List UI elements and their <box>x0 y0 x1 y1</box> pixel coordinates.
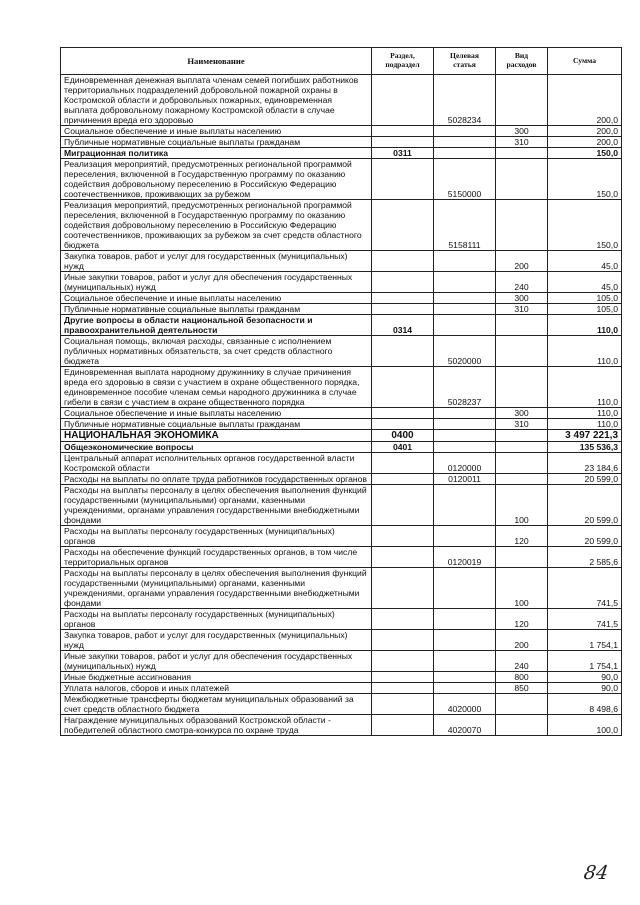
cell-vid <box>496 75 548 126</box>
cell-section <box>372 159 434 200</box>
cell-target <box>434 485 496 526</box>
table-row <box>61 630 622 651</box>
cell-vid <box>496 474 548 485</box>
cell-target <box>434 526 496 547</box>
table-row <box>61 715 622 736</box>
cell-section <box>372 547 434 568</box>
cell-name: Награждение муниципальных образований Костромской области - победителей областного смотра-конкурса по охране труда <box>61 715 372 736</box>
table-row <box>61 304 622 315</box>
cell-target: 0120019 <box>434 547 496 568</box>
cell-sum: 20 599,0 <box>548 485 622 526</box>
cell-sum: 3 497 221,3 <box>548 430 622 442</box>
cell-vid: 310 <box>496 304 548 315</box>
cell-section <box>372 683 434 694</box>
table-row <box>61 126 622 137</box>
table-row <box>61 419 622 430</box>
cell-name: Социальное обеспечение и иные выплаты населению <box>61 408 372 419</box>
table-row <box>61 336 622 367</box>
cell-name: Публичные нормативные социальные выплаты гражданам <box>61 137 372 148</box>
cell-vid: 100 <box>496 485 548 526</box>
cell-section: 0400 <box>372 430 434 442</box>
table-row <box>61 408 622 419</box>
cell-vid <box>496 453 548 474</box>
cell-section <box>372 485 434 526</box>
cell-name: Другие вопросы в области национальной безопасности и правоохранительной деятельности <box>61 315 372 336</box>
cell-section <box>372 715 434 736</box>
cell-name: Уплата налогов, сборов и иных платежей <box>61 683 372 694</box>
cell-sum: 8 498,6 <box>548 694 622 715</box>
cell-target: 5028234 <box>434 75 496 126</box>
cell-target <box>434 251 496 272</box>
header-target-line1: Целевая <box>450 51 479 61</box>
cell-vid: 100 <box>496 568 548 609</box>
budget-table-sheet <box>60 47 621 736</box>
table-row <box>61 430 622 442</box>
cell-vid: 200 <box>496 251 548 272</box>
cell-vid: 200 <box>496 630 548 651</box>
cell-vid: 300 <box>496 408 548 419</box>
cell-section: 0401 <box>372 442 434 453</box>
table-row <box>61 293 622 304</box>
cell-section <box>372 474 434 485</box>
cell-target <box>434 419 496 430</box>
cell-target <box>434 568 496 609</box>
header-vid-line2: расходов <box>506 60 537 69</box>
cell-sum: 105,0 <box>548 293 622 304</box>
cell-section <box>372 526 434 547</box>
header-sum: Сумма <box>548 48 622 75</box>
table-row <box>61 251 622 272</box>
cell-sum: 200,0 <box>548 126 622 137</box>
cell-name: Реализация мероприятий, предусмотренных региональной программой переселения, включенной в Государственную программу по оказанию содействия добровольному переселению в Российскую Федерацию соотечественников, проживающих за рубежом за счет средств областного бюджета <box>61 200 372 251</box>
header-section-line2: подраздел <box>385 60 420 69</box>
cell-sum: 110,0 <box>548 419 622 430</box>
cell-vid: 300 <box>496 293 548 304</box>
cell-target: 5150000 <box>434 159 496 200</box>
header-name: Наименование <box>61 48 372 75</box>
cell-name: Социальное обеспечение и иные выплаты населению <box>61 293 372 304</box>
header-target <box>434 48 496 75</box>
cell-vid <box>496 159 548 200</box>
table-row <box>61 453 622 474</box>
cell-sum: 45,0 <box>548 272 622 293</box>
cell-target: 5158111 <box>434 200 496 251</box>
table-row <box>61 367 622 408</box>
table-row <box>61 474 622 485</box>
cell-target <box>434 137 496 148</box>
cell-section <box>372 630 434 651</box>
cell-name: Расходы на выплаты персоналу в целях обеспечения выполнения функций государственными (муниципальными) органами, казенными учреждениями, органами управления государственными внебюджетными фондами <box>61 485 372 526</box>
cell-section <box>372 609 434 630</box>
cell-section: 0311 <box>372 148 434 159</box>
cell-section <box>372 251 434 272</box>
cell-vid: 310 <box>496 419 548 430</box>
table-row <box>61 75 622 126</box>
cell-section <box>372 137 434 148</box>
cell-target: 0120000 <box>434 453 496 474</box>
budget-table <box>60 47 622 736</box>
cell-name: НАЦИОНАЛЬНАЯ ЭКОНОМИКА <box>61 430 372 442</box>
cell-name: Закупка товаров, работ и услуг для государственных (муниципальных) нужд <box>61 630 372 651</box>
cell-name: Миграционная политика <box>61 148 372 159</box>
header-vid <box>496 48 548 75</box>
cell-target <box>434 148 496 159</box>
cell-sum: 20 599,0 <box>548 474 622 485</box>
table-row <box>61 272 622 293</box>
cell-sum: 200,0 <box>548 75 622 126</box>
cell-section <box>372 336 434 367</box>
cell-name: Публичные нормативные социальные выплаты гражданам <box>61 304 372 315</box>
page-number: 84 <box>582 862 610 884</box>
table-row <box>61 442 622 453</box>
header-section-line1: Раздел, <box>390 51 415 61</box>
cell-target: 0120011 <box>434 474 496 485</box>
cell-name: Публичные нормативные социальные выплаты гражданам <box>61 419 372 430</box>
cell-sum: 110,0 <box>548 315 622 336</box>
cell-sum: 2 585,6 <box>548 547 622 568</box>
table-row <box>61 568 622 609</box>
cell-sum: 100,0 <box>548 715 622 736</box>
table-row <box>61 547 622 568</box>
cell-sum: 110,0 <box>548 408 622 419</box>
cell-sum: 150,0 <box>548 148 622 159</box>
cell-name: Центральный аппарат исполнительных органов государственной власти Костромской области <box>61 453 372 474</box>
cell-name: Закупка товаров, работ и услуг для государственных (муниципальных) нужд <box>61 251 372 272</box>
table-row <box>61 651 622 672</box>
cell-sum: 105,0 <box>548 304 622 315</box>
cell-target <box>434 430 496 442</box>
table-row <box>61 159 622 200</box>
cell-vid <box>496 430 548 442</box>
cell-name: Расходы на выплаты персоналу государственных (муниципальных) органов <box>61 609 372 630</box>
cell-sum: 150,0 <box>548 159 622 200</box>
cell-section <box>372 272 434 293</box>
table-row <box>61 609 622 630</box>
cell-vid <box>496 442 548 453</box>
cell-sum: 90,0 <box>548 683 622 694</box>
header-vid-line1: Вид <box>514 51 529 61</box>
table-row <box>61 200 622 251</box>
cell-vid <box>496 367 548 408</box>
cell-name: Иные закупки товаров, работ и услуг для обеспечения государственных (муниципальных) нужд <box>61 651 372 672</box>
cell-vid <box>496 694 548 715</box>
cell-name: Иные закупки товаров, работ и услуг для обеспечения государственных (муниципальных) нужд <box>61 272 372 293</box>
cell-target: 4020070 <box>434 715 496 736</box>
cell-name: Межбюджетные трансферты бюджетам муниципальных образований за счет средств областного бюджета <box>61 694 372 715</box>
cell-vid <box>496 200 548 251</box>
cell-section <box>372 672 434 683</box>
cell-sum: 20 599,0 <box>548 526 622 547</box>
cell-target: 4020000 <box>434 694 496 715</box>
cell-vid <box>496 547 548 568</box>
cell-sum: 90,0 <box>548 672 622 683</box>
cell-vid <box>496 336 548 367</box>
cell-sum: 741,5 <box>548 568 622 609</box>
cell-section <box>372 75 434 126</box>
cell-name: Расходы на выплаты по оплате труда работников государственных органов <box>61 474 372 485</box>
cell-target <box>434 651 496 672</box>
cell-vid <box>496 715 548 736</box>
cell-sum: 45,0 <box>548 251 622 272</box>
cell-section <box>372 651 434 672</box>
cell-sum: 150,0 <box>548 200 622 251</box>
cell-target <box>434 630 496 651</box>
cell-target <box>434 683 496 694</box>
table-row <box>61 485 622 526</box>
cell-sum: 741,5 <box>548 609 622 630</box>
table-body <box>61 75 622 736</box>
cell-target <box>434 272 496 293</box>
cell-section <box>372 200 434 251</box>
table-row <box>61 526 622 547</box>
cell-name: Иные бюджетные ассигнования <box>61 672 372 683</box>
table-row <box>61 148 622 159</box>
table-row <box>61 672 622 683</box>
table-row <box>61 137 622 148</box>
cell-vid: 120 <box>496 526 548 547</box>
cell-vid <box>496 315 548 336</box>
cell-name: Реализация мероприятий, предусмотренных региональной программой переселения, включенной в Государственную программу по оказанию содействия добровольному переселению в Российскую Федерацию соотечественников, проживающих за рубежом <box>61 159 372 200</box>
table-row <box>61 315 622 336</box>
cell-target <box>434 304 496 315</box>
cell-sum: 110,0 <box>548 367 622 408</box>
cell-target <box>434 126 496 137</box>
cell-section: 0314 <box>372 315 434 336</box>
table-row <box>61 694 622 715</box>
cell-target <box>434 408 496 419</box>
cell-name: Расходы на выплаты персоналу государственных (муниципальных) органов <box>61 526 372 547</box>
cell-section <box>372 304 434 315</box>
cell-section <box>372 408 434 419</box>
cell-name: Социальная помощь, включая расходы, связанные с исполнением публичных нормативных обязательств, за счет средств областного бюджета <box>61 336 372 367</box>
cell-vid: 300 <box>496 126 548 137</box>
cell-name: Единовременная выплата народному дружиннику в случае причинения вреда его здоровью в связи с участием в охране общественного порядка, единовременное пособие членам семьи народного дружинника в случае гибели в связи с участием в охране общественного порядка <box>61 367 372 408</box>
cell-name: Общеэкономические вопросы <box>61 442 372 453</box>
cell-target: 5020000 <box>434 336 496 367</box>
cell-vid: 850 <box>496 683 548 694</box>
cell-section <box>372 293 434 304</box>
cell-sum: 200,0 <box>548 137 622 148</box>
header-section <box>372 48 434 75</box>
cell-target <box>434 609 496 630</box>
table-header-row <box>61 48 622 75</box>
cell-vid: 310 <box>496 137 548 148</box>
cell-section <box>372 126 434 137</box>
cell-section <box>372 568 434 609</box>
cell-section <box>372 419 434 430</box>
cell-sum: 135 536,3 <box>548 442 622 453</box>
cell-name: Социальное обеспечение и иные выплаты населению <box>61 126 372 137</box>
cell-target <box>434 672 496 683</box>
cell-vid: 240 <box>496 272 548 293</box>
cell-name: Единовременная денежная выплата членам семей погибших работников территориальных подразделений добровольной пожарной охраны в Костромской области и добровольных пожарных, единовременная выплата добровольному пожарному Костромской области в случае причинения вреда его здоровью <box>61 75 372 126</box>
cell-target <box>434 315 496 336</box>
cell-section <box>372 694 434 715</box>
cell-vid: 120 <box>496 609 548 630</box>
cell-target <box>434 293 496 304</box>
cell-name: Расходы на обеспечение функций государственных органов, в том числе территориальных органов <box>61 547 372 568</box>
cell-vid <box>496 148 548 159</box>
cell-name: Расходы на выплаты персоналу в целях обеспечения выполнения функций государственными (муниципальными) органами, казенными учреждениями, органами управления государственными внебюджетными фондами <box>61 568 372 609</box>
cell-target <box>434 442 496 453</box>
header-target-line2: статья <box>453 60 476 69</box>
cell-section <box>372 367 434 408</box>
cell-vid: 240 <box>496 651 548 672</box>
cell-sum: 23 184,6 <box>548 453 622 474</box>
table-row <box>61 683 622 694</box>
cell-sum: 1 754,1 <box>548 651 622 672</box>
cell-sum: 1 754,1 <box>548 630 622 651</box>
cell-vid: 800 <box>496 672 548 683</box>
cell-target: 5028237 <box>434 367 496 408</box>
cell-section <box>372 453 434 474</box>
cell-sum: 110,0 <box>548 336 622 367</box>
